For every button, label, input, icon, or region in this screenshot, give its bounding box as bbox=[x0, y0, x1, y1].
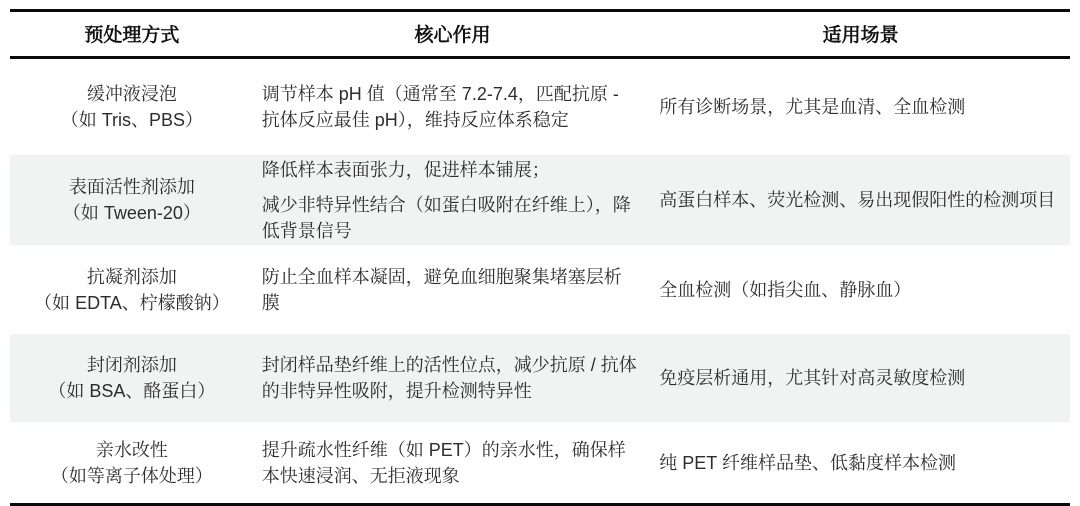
method-name: 表面活性剂添加 bbox=[68, 177, 195, 197]
function-paragraph: 降低样本表面张力，促进样本铺展； bbox=[261, 159, 550, 180]
scenario-cell: 纯 PET 纤维样品垫、低黏度样本检测 bbox=[659, 452, 956, 473]
method-cell bbox=[10, 81, 254, 133]
function-cell bbox=[254, 81, 652, 133]
function-paragraph: 封闭样品垫纤维上的活性位点，减少抗原 / 抗体的非特异性吸附，提升检测特异性 bbox=[261, 355, 637, 401]
method-cell bbox=[10, 264, 254, 316]
table-row bbox=[10, 245, 1070, 334]
table-row bbox=[10, 334, 1070, 422]
function-paragraph: 减少非特异性结合（如蛋白吸附在纤维上），降低背景信号 bbox=[261, 194, 631, 241]
method-cell bbox=[10, 437, 254, 489]
method-example: （如 Tris、PBS） bbox=[60, 110, 204, 130]
method-example: （如 Tween-20） bbox=[62, 203, 201, 223]
function-cell bbox=[254, 157, 652, 244]
method-name: 抗凝剂添加 bbox=[86, 266, 177, 287]
scenario-cell: 高蛋白样本、荧光检测、易出现假阳性的检测项目 bbox=[659, 190, 1056, 210]
function-paragraph: 提升疏水性纤维（如 PET）的亲水性，确保样本快速浸润、无拒液现象 bbox=[261, 439, 626, 486]
header-cell-method: 预处理方式 bbox=[84, 25, 180, 46]
method-example: （如 BSA、酪蛋白） bbox=[48, 381, 216, 401]
scenario-cell: 全血检测（如指尖血、静脉血） bbox=[659, 279, 912, 300]
method-example: （如等离子体处理） bbox=[50, 465, 213, 486]
method-name: 缓冲液浸泡 bbox=[86, 84, 177, 104]
function-paragraph: 调节样本 pH 值（通常至 7.2-7.4，匹配抗原 - 抗体反应最佳 pH），维持反应体系稳定 bbox=[261, 84, 619, 130]
method-cell bbox=[10, 174, 254, 226]
function-paragraph: 防止全血样本凝固，避免血细胞聚集堵塞层析膜 bbox=[261, 266, 622, 313]
pretreatment-table bbox=[10, 9, 1070, 506]
table-row bbox=[10, 155, 1070, 245]
header-cell-function: 核心作用 bbox=[414, 25, 491, 46]
method-name: 亲水改性 bbox=[95, 439, 168, 460]
method-cell bbox=[10, 352, 254, 404]
table-row bbox=[10, 59, 1070, 155]
function-cell bbox=[254, 437, 652, 489]
table-row bbox=[10, 422, 1070, 503]
method-example: （如 EDTA、柠檬酸钠） bbox=[34, 292, 230, 313]
table-header-row bbox=[10, 9, 1070, 59]
method-name: 封闭剂添加 bbox=[86, 355, 177, 375]
scenario-cell: 所有诊断场景，尤其是血清、全血检测 bbox=[659, 97, 966, 117]
scenario-cell: 免疫层析通用，尤其针对高灵敏度检测 bbox=[659, 368, 966, 388]
header-cell-scenario: 适用场景 bbox=[822, 25, 899, 46]
function-cell bbox=[254, 352, 652, 404]
function-cell bbox=[254, 264, 652, 316]
